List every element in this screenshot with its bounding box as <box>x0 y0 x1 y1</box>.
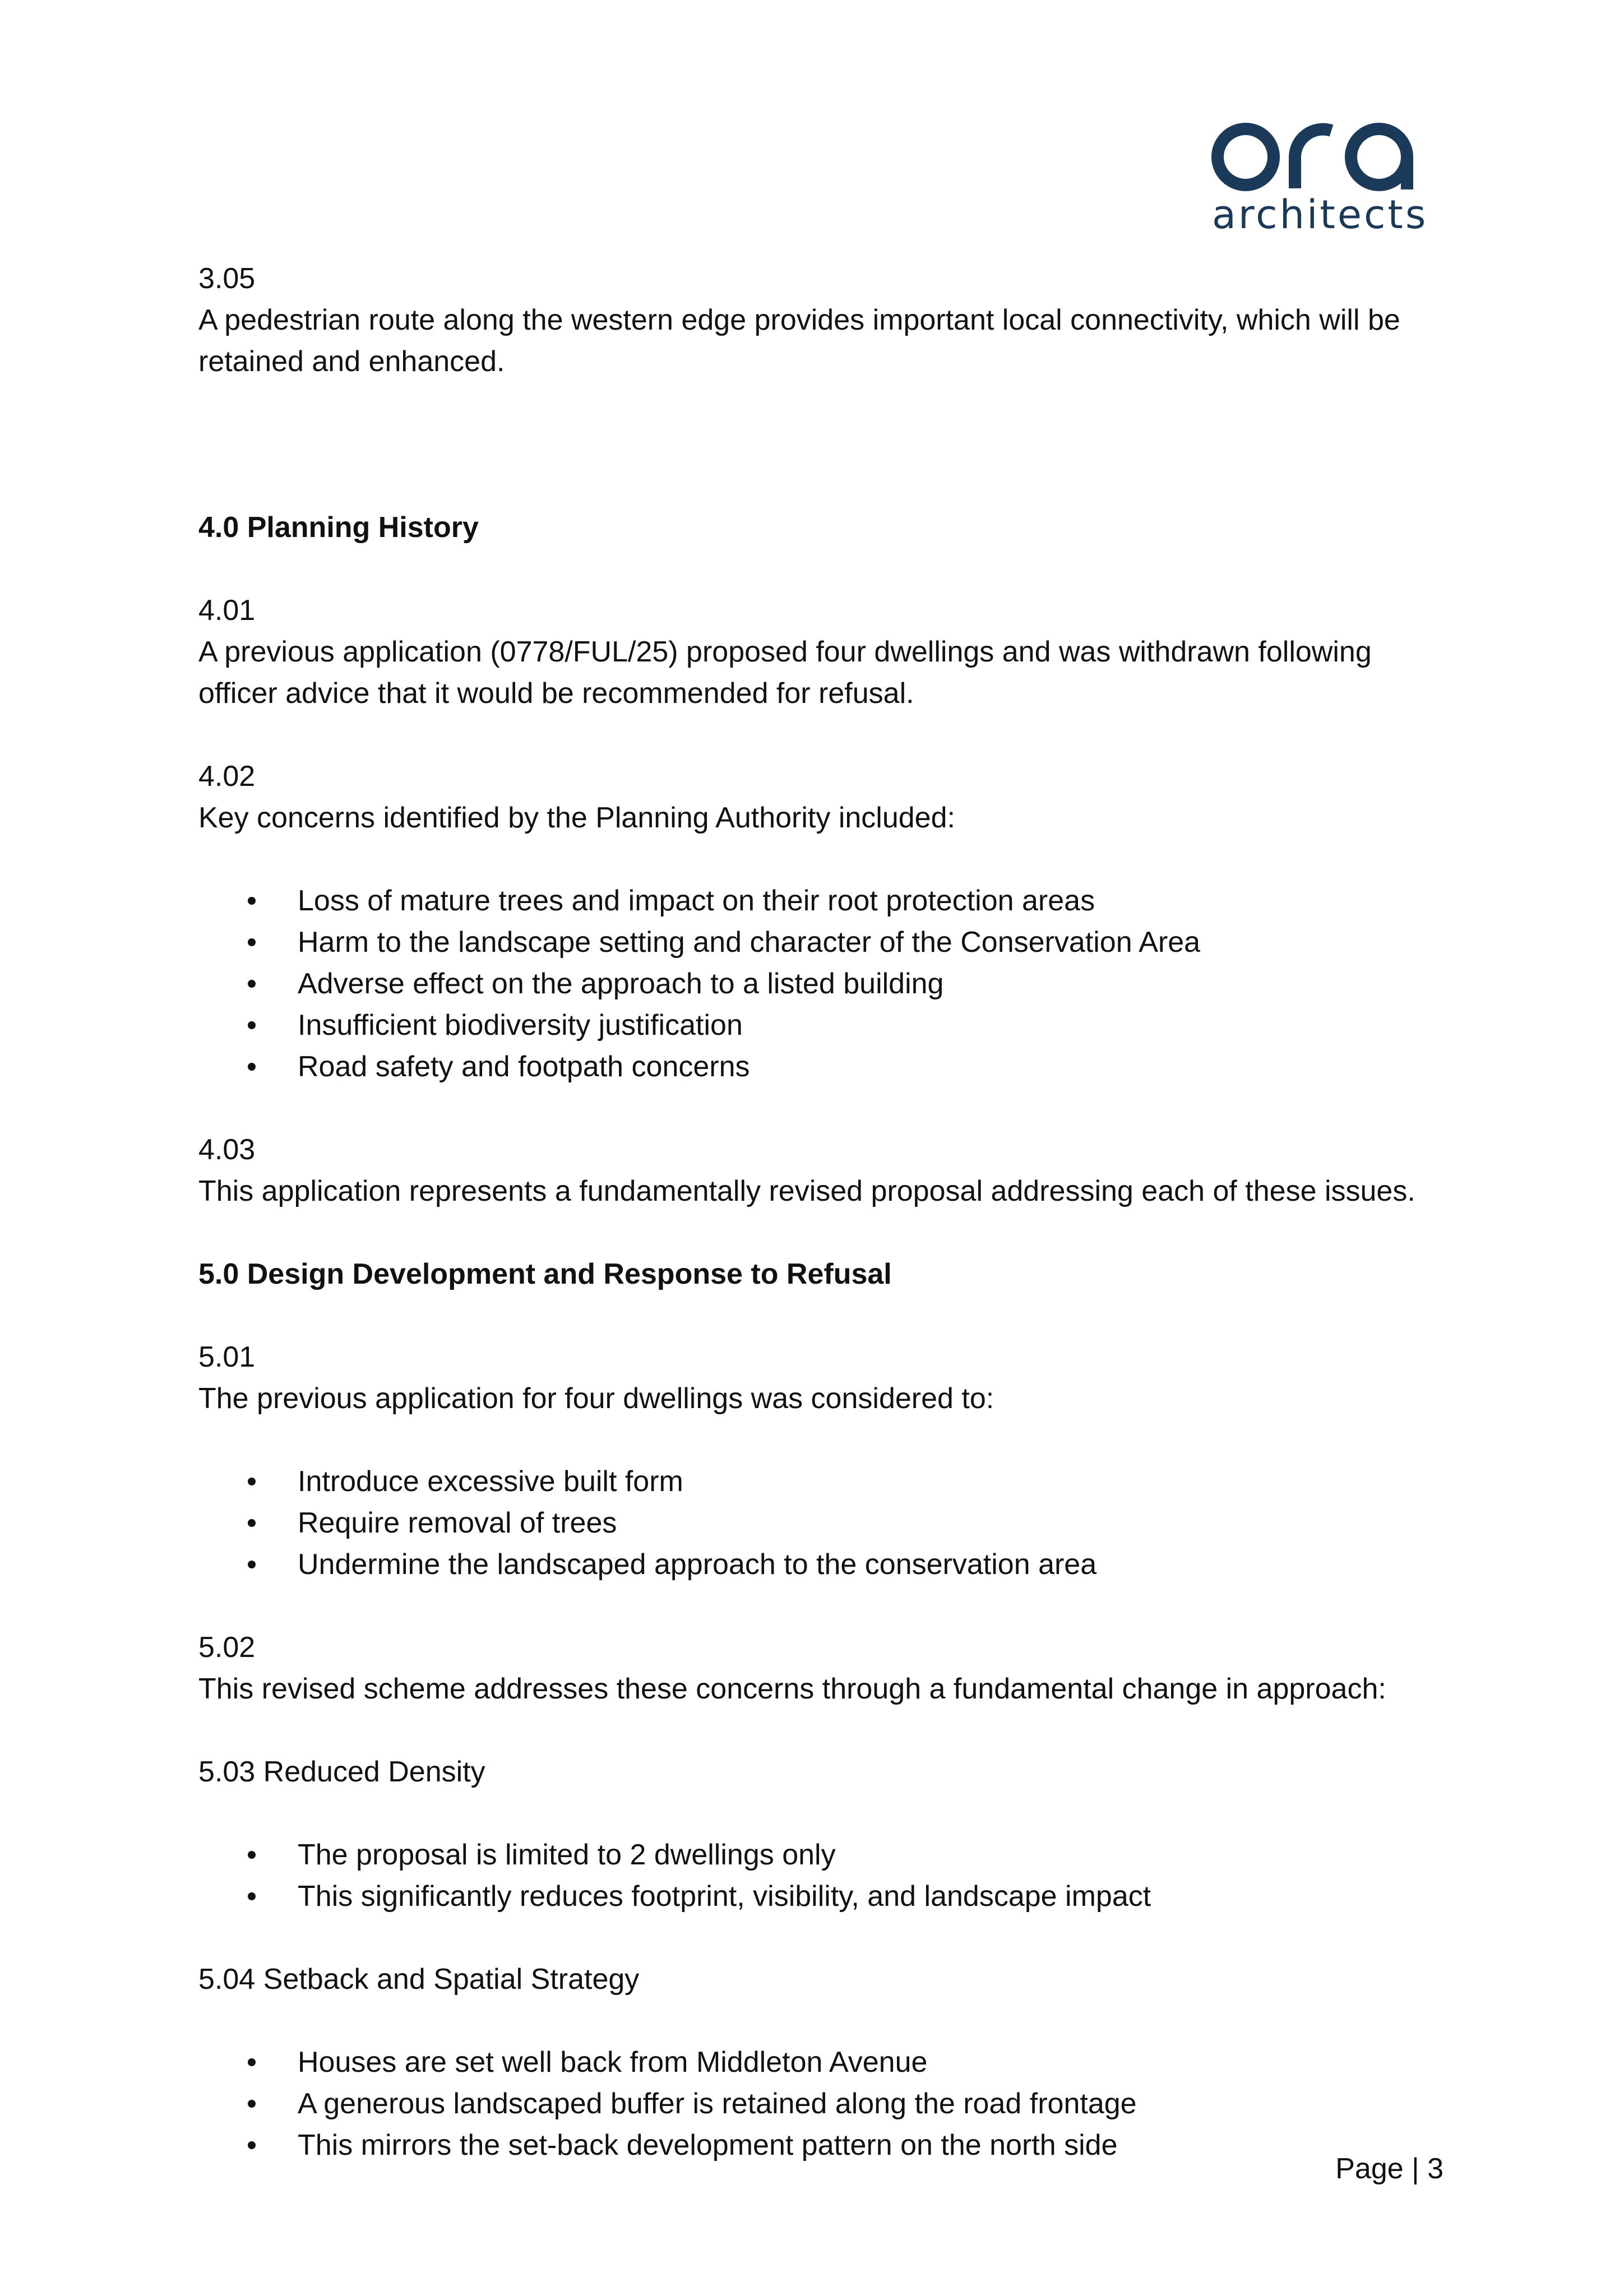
list-item-text: Harm to the landscape setting and character of the Conservation Area <box>298 926 1201 959</box>
bullet-icon <box>248 1851 256 1859</box>
list-item <box>198 2124 1454 2166</box>
paragraph-text: This revised scheme addresses these concerns through a fundamental change in approach: <box>198 1673 1386 1705</box>
list-item <box>198 1834 1454 1876</box>
list-item <box>198 1502 1454 1544</box>
list-item <box>198 922 1454 963</box>
section-heading-5: 5.0 Design Development and Response to Refusal <box>198 1258 892 1290</box>
list-item <box>198 2042 1454 2083</box>
subsection-title: 5.04 Setback and Spatial Strategy <box>198 1963 640 1996</box>
list-item <box>198 1544 1454 1585</box>
paragraph-5-04 <box>198 1959 1454 2000</box>
paragraph-5-01 <box>198 1336 1454 1419</box>
logo-subtitle: architects <box>1212 192 1428 238</box>
paragraph-number: 5.02 <box>198 1631 256 1664</box>
list-item-text: Introduce excessive built form <box>298 1465 683 1498</box>
paragraph-number: 4.02 <box>198 760 256 793</box>
section-heading-4: 4.0 Planning History <box>198 511 479 544</box>
ora-wordmark-icon <box>1211 112 1435 202</box>
paragraph-text: The previous application for four dwellings was considered to: <box>198 1382 994 1415</box>
list-item <box>198 880 1454 922</box>
list-item-text: Houses are set well back from Middleton Avenue <box>298 2046 928 2079</box>
bullet-icon <box>248 2058 256 2066</box>
paragraph-4-02 <box>198 756 1454 839</box>
list-item-text: Undermine the landscaped approach to the conservation area <box>298 1548 1097 1581</box>
list-item-text: Adverse effect on the approach to a listed building <box>298 968 944 1000</box>
list-item <box>198 1004 1454 1046</box>
paragraph-4-03 <box>198 1129 1454 1212</box>
list-item-text: Require removal of trees <box>298 1507 617 1539</box>
paragraph-number: 5.01 <box>198 1341 256 1373</box>
setback-strategy-list <box>198 2042 1454 2166</box>
list-item <box>198 1046 1454 1087</box>
paragraph-4-01 <box>198 590 1454 714</box>
ora-architects-logo <box>1205 112 1441 258</box>
paragraph-number: 4.01 <box>198 594 256 627</box>
bullet-icon <box>248 1478 256 1485</box>
list-item <box>198 963 1454 1004</box>
bullet-icon <box>248 1892 256 1900</box>
paragraph-5-02 <box>198 1627 1454 1710</box>
page-number: Page | 3 <box>1335 2152 1443 2185</box>
list-item-text: This mirrors the set-back development pattern on the north side <box>298 2129 1118 2161</box>
paragraph-text: A previous application (0778/FUL/25) proposed four dwellings and was withdrawn following officer advice that it would be recommended for refusal. <box>198 636 1372 710</box>
list-item-text: Road safety and footpath concerns <box>298 1050 750 1083</box>
list-item <box>198 2083 1454 2124</box>
subsection-title: 5.03 Reduced Density <box>198 1756 485 1788</box>
list-item-text: Loss of mature trees and impact on their root protection areas <box>298 885 1095 917</box>
list-item <box>198 1461 1454 1502</box>
bullet-icon <box>248 1519 256 1527</box>
bullet-icon <box>248 980 256 988</box>
bullet-icon <box>248 2100 256 2108</box>
paragraph-3-05 <box>198 258 1454 382</box>
list-item <box>198 1876 1454 1917</box>
bullet-icon <box>248 1021 256 1029</box>
reduced-density-list <box>198 1834 1454 1917</box>
paragraph-5-03 <box>198 1751 1454 1793</box>
document-body <box>198 258 1454 2207</box>
bullet-icon <box>248 1561 256 1568</box>
bullet-icon <box>248 897 256 905</box>
paragraph-text: A pedestrian route along the western edge provides important local connectivity, which will be retained and enhanced. <box>198 304 1400 378</box>
bullet-icon <box>248 938 256 946</box>
list-item-text: The proposal is limited to 2 dwellings only <box>298 1839 836 1871</box>
concerns-list <box>198 880 1454 1087</box>
paragraph-text: Key concerns identified by the Planning Authority included: <box>198 802 955 834</box>
paragraph-number: 3.05 <box>198 262 256 295</box>
list-item-text: This significantly reduces footprint, visibility, and landscape impact <box>298 1880 1151 1913</box>
list-item-text: Insufficient biodiversity justification <box>298 1009 743 1041</box>
bullet-icon <box>248 1063 256 1071</box>
list-item-text: A generous landscaped buffer is retained along the road frontage <box>298 2087 1137 2120</box>
previous-scheme-list <box>198 1461 1454 1585</box>
paragraph-text: This application represents a fundamentally revised proposal addressing each of these issues. <box>198 1175 1415 1207</box>
paragraph-number: 4.03 <box>198 1133 256 1166</box>
bullet-icon <box>248 2141 256 2149</box>
section-gap <box>198 424 1454 507</box>
